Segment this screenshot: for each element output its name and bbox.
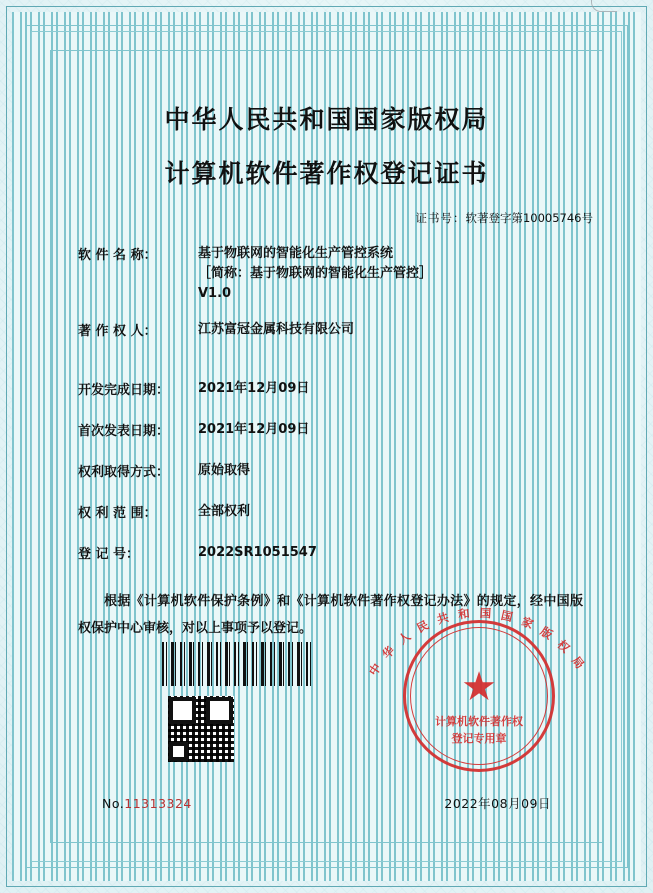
field-rights-acquisition xyxy=(78,461,603,481)
corner-crop-mark-icon xyxy=(591,0,617,12)
seal-bottom-line1: 计算机软件著作权 xyxy=(435,715,523,728)
seal-star-icon: ★ xyxy=(461,664,497,710)
seal-bottom-text xyxy=(406,714,552,747)
spacer xyxy=(78,345,603,379)
certificate-footer xyxy=(102,794,551,812)
field-value: 2021年12月09日 xyxy=(198,421,310,437)
page-title-authority: 中华人民共和国国家版权局 xyxy=(164,105,489,134)
field-registration-number xyxy=(78,543,603,563)
spacer xyxy=(78,308,603,320)
field-label: 软 件 名 称： xyxy=(78,248,157,263)
seal-arc-text-container: 中 华 人 民 共 和 国 国 家 版 权 局 xyxy=(366,605,588,679)
field-value-group xyxy=(198,244,432,304)
field-copyright-owner xyxy=(78,320,603,340)
field-value-version: V1.0 xyxy=(198,286,232,302)
fields-list xyxy=(40,244,613,563)
certificate-number xyxy=(40,210,613,226)
field-value: 2022SR1051547 xyxy=(198,545,317,561)
serial-value: 11313324 xyxy=(124,796,192,811)
field-label: 首次发表日期： xyxy=(78,423,170,439)
certificate-number-label: 证书号： xyxy=(415,211,466,225)
field-value: 江苏富冠金属科技有限公司 xyxy=(198,322,355,338)
legal-statement-text: 根据《计算机软件保护条例》和《计算机软件著作权登记办法》的规定，经中国版权保护中心审核，对以上事项予以登记。 xyxy=(78,594,583,636)
field-software-name xyxy=(78,244,603,304)
field-first-publication-date xyxy=(78,420,603,440)
qr-code xyxy=(168,696,234,762)
field-value-alias: ［简称：基于物联网的智能化生产管控］ xyxy=(198,266,433,282)
field-label: 登 记 号： xyxy=(78,547,140,563)
field-label: 著 作 权 人： xyxy=(78,324,157,340)
serial-number xyxy=(102,796,192,811)
issue-date: 2022年08月09日 xyxy=(444,796,551,811)
page-title-certificate: 计算机软件著作权登记证书 xyxy=(164,159,489,188)
codes-area xyxy=(120,642,300,762)
field-value: 全部权利 xyxy=(198,503,251,519)
field-label: 权 利 范 围： xyxy=(78,505,157,521)
field-development-date xyxy=(78,379,603,399)
field-value: 基于物联网的智能化生产管控系统 xyxy=(198,246,394,261)
serial-prefix: No. xyxy=(102,796,125,811)
seal-bottom-line2: 登记专用章 xyxy=(451,731,507,745)
certificate-content xyxy=(40,42,613,853)
certificate-number-value: 软著登字第10005746号 xyxy=(465,211,593,225)
field-label: 开发完成日期： xyxy=(78,382,170,398)
barcode xyxy=(162,642,314,686)
field-label: 权利取得方式： xyxy=(78,464,170,480)
qr-finder-icon xyxy=(169,742,188,761)
field-rights-scope xyxy=(78,502,603,522)
field-value: 2021年12月09日 xyxy=(198,380,310,396)
field-value: 原始取得 xyxy=(198,462,251,478)
official-seal xyxy=(366,605,588,772)
